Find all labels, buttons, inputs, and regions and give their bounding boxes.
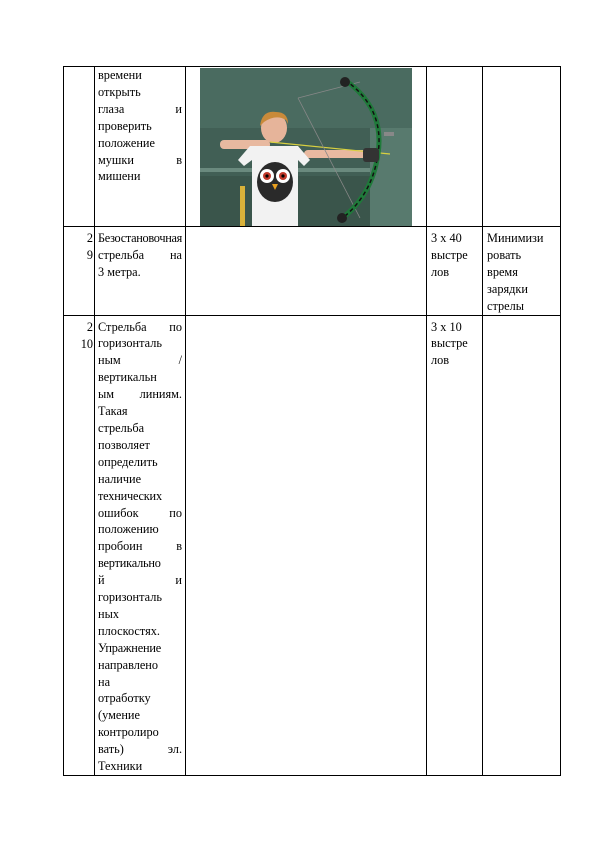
archer-photo-illustration [200, 68, 412, 226]
dosage-cell [427, 315, 483, 775]
archer-photo [200, 68, 412, 226]
row-number-bottom: 10 [80, 336, 93, 351]
text-line: контролиро [98, 725, 159, 740]
text-line: горизонталь [98, 590, 162, 605]
text-line: Упражнение [98, 640, 161, 655]
text-line: наличие [98, 471, 142, 486]
row-number [64, 227, 94, 264]
text-line: технических [98, 488, 162, 503]
text-line: позволяет [98, 437, 150, 452]
text-line: стрельба [98, 420, 145, 435]
text-line: Стрельба по [98, 319, 183, 334]
table-row [64, 227, 561, 316]
text-line: отработку [98, 691, 151, 706]
text-line: Безостановочная [98, 231, 183, 245]
text-line: вать) эл. [98, 742, 183, 757]
text-line: положению [98, 522, 159, 537]
text-line: мишени [98, 169, 141, 184]
dosage-line: выстре [431, 336, 468, 351]
text-line: времени [98, 68, 142, 82]
purpose-line: ровать [487, 247, 522, 262]
dosage-line: лов [431, 353, 450, 368]
text-line: определить [98, 454, 158, 469]
text-line: ошибок по [98, 505, 183, 520]
row-number-top: 2 [86, 231, 93, 245]
exercise-description-cell [95, 67, 186, 227]
text-line: на [98, 674, 111, 689]
exercise-table [63, 66, 561, 776]
text-line: Такая [98, 404, 128, 419]
text-line: проверить [98, 118, 152, 133]
purpose-line: Минимизи [487, 231, 544, 245]
table-row [64, 67, 561, 227]
illustration-cell [186, 67, 427, 227]
text-line: глаза и [98, 101, 183, 116]
dosage-line: 3 х 40 [431, 231, 462, 245]
text-line: Техники [98, 759, 143, 774]
row-number-bottom: 9 [86, 248, 93, 262]
text-line: положение [98, 135, 155, 150]
purpose-line: стрелы [487, 298, 525, 313]
purpose-line: зарядки [487, 281, 528, 296]
exercise-description-cell [95, 227, 186, 316]
dosage-line: 3 х 10 [431, 319, 462, 334]
text-line: открыть [98, 84, 141, 99]
text-line: вертикальн [98, 370, 157, 385]
dosage-cell [427, 67, 483, 227]
purpose-line: время [487, 264, 518, 279]
text-line: ных [98, 606, 119, 621]
table-row [64, 315, 561, 775]
dosage-line: лов [431, 264, 450, 279]
purpose-cell [483, 227, 561, 316]
purpose-cell [483, 315, 561, 775]
illustration-cell [186, 315, 427, 775]
text-line: ным / [98, 353, 183, 368]
dosage-cell [427, 227, 483, 316]
text-line: 3 метра. [98, 264, 141, 279]
illustration-cell [186, 227, 427, 316]
text-line: мушки в [98, 152, 183, 167]
text-line: горизонталь [98, 336, 162, 351]
text-line: стрельба на [98, 247, 183, 262]
text-line: ым линиям. [98, 387, 183, 402]
text-line: пробоин в [98, 539, 183, 554]
purpose-cell [483, 67, 561, 227]
row-number-cell [64, 67, 95, 227]
text-line: вертикально [98, 556, 161, 571]
row-number-top: 2 [86, 319, 93, 334]
dosage-line: выстре [431, 247, 468, 262]
text-line: направлено [98, 657, 159, 672]
row-number-cell [64, 227, 95, 316]
text-line: (умение [98, 708, 140, 723]
row-number [64, 316, 94, 353]
row-number-cell [64, 315, 95, 775]
exercise-description-cell [95, 315, 186, 775]
text-line: плоскостях. [98, 623, 160, 638]
text-line: й и [98, 573, 183, 588]
